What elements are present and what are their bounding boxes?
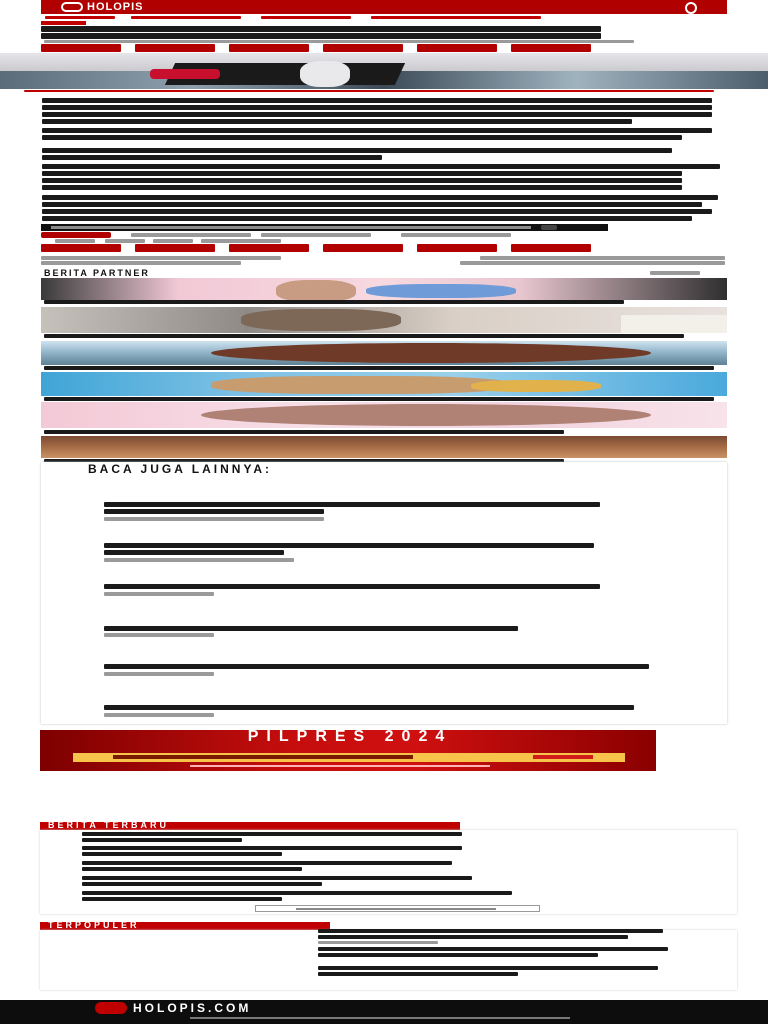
article-hero-image (0, 53, 768, 89)
body-line (42, 112, 712, 117)
partner-caption-3-bar (44, 366, 714, 370)
tag-link[interactable] (131, 233, 251, 237)
partner-caption-1-bar (44, 300, 624, 304)
google-news-icon (541, 225, 557, 230)
partner-thumb-5[interactable] (41, 402, 727, 428)
pilpres-banner[interactable] (40, 730, 656, 771)
article-byline (44, 40, 634, 43)
baca-juga-heading: BACA JUGA LAINNYA: (88, 462, 273, 476)
share-telegram-button-bottom[interactable] (323, 244, 403, 252)
share-copy-button-bottom[interactable] (511, 244, 591, 252)
tag-link[interactable] (153, 239, 193, 243)
share-telegram-button[interactable] (323, 44, 403, 52)
partner-thumb-6[interactable] (41, 436, 727, 458)
share-email-button-bottom[interactable] (417, 244, 497, 252)
body-line (42, 209, 712, 214)
nav-item-3[interactable] (261, 16, 351, 19)
article-title-line-2 (41, 33, 601, 39)
partner-thumb-4[interactable] (41, 372, 727, 396)
next-article-link[interactable] (460, 261, 725, 265)
logo-icon (61, 2, 83, 12)
article-category[interactable] (41, 21, 86, 25)
share-facebook-button[interactable] (41, 44, 121, 52)
google-news-follow-button[interactable] (41, 224, 608, 231)
footer (0, 1000, 768, 1024)
footer-links[interactable] (190, 1017, 570, 1019)
berita-terbaru-heading: BERITA TERBARU (48, 820, 169, 830)
terpopuler-box (40, 930, 737, 990)
body-line (42, 178, 682, 183)
share-copy-button[interactable] (511, 44, 591, 52)
prev-article-link[interactable] (41, 256, 281, 260)
nav-item-4[interactable] (371, 16, 541, 19)
nav-item-2[interactable] (131, 16, 241, 19)
terpopuler-heading: TERPOPULER (48, 920, 140, 930)
berita-partner-heading: BERITA PARTNER (44, 268, 150, 278)
logo-text: HOLOPIS (87, 1, 144, 13)
tags-label (41, 232, 111, 238)
partner-caption-5-bar (44, 430, 564, 434)
share-twitter-button-bottom[interactable] (135, 244, 215, 252)
body-line (42, 119, 632, 124)
body-line (42, 148, 672, 153)
partner-caption-2-bar (44, 334, 684, 338)
logo[interactable] (61, 1, 144, 13)
tag-link[interactable] (55, 239, 95, 243)
partner-sponsor-label (650, 271, 700, 275)
body-line (42, 171, 682, 176)
body-line (42, 105, 712, 110)
hero-image-caption (24, 90, 714, 92)
body-line (42, 128, 712, 133)
share-email-button[interactable] (417, 44, 497, 52)
next-article-link[interactable] (480, 256, 725, 260)
body-line (42, 155, 382, 160)
tags-row (41, 232, 727, 244)
share-facebook-button-bottom[interactable] (41, 244, 121, 252)
prev-article-link[interactable] (41, 261, 241, 265)
partner-caption-4-bar (44, 397, 714, 401)
body-line (42, 164, 720, 169)
nav-item-1[interactable] (45, 16, 115, 19)
tag-link[interactable] (261, 233, 371, 237)
footer-logo-text: HOLOPIS.COM (133, 1001, 252, 1015)
body-line (42, 216, 692, 221)
main-nav (41, 14, 727, 20)
partner-thumb-1[interactable] (41, 278, 727, 300)
tag-link[interactable] (401, 233, 511, 237)
article-title-line-1 (41, 26, 601, 32)
berita-terbaru-box (40, 830, 737, 914)
banner-title: PILPRES 2024 (247, 730, 453, 745)
partner-thumb-3[interactable] (41, 341, 727, 365)
body-line (42, 195, 718, 200)
footer-logo-icon (95, 1002, 127, 1014)
share-whatsapp-button[interactable] (229, 44, 309, 52)
body-line (42, 98, 712, 103)
header-search-icon[interactable] (685, 2, 697, 14)
tag-link[interactable] (105, 239, 145, 243)
berita-terbaru-more-button[interactable] (255, 905, 540, 912)
partner-thumb-2[interactable] (41, 307, 727, 333)
body-line (42, 202, 702, 207)
tag-link[interactable] (201, 239, 281, 243)
footer-logo[interactable] (95, 1001, 251, 1015)
share-whatsapp-button-bottom[interactable] (229, 244, 309, 252)
share-twitter-button[interactable] (135, 44, 215, 52)
top-header (41, 0, 727, 14)
banner-strip (73, 753, 625, 762)
body-line (42, 135, 682, 140)
body-line (42, 185, 682, 190)
